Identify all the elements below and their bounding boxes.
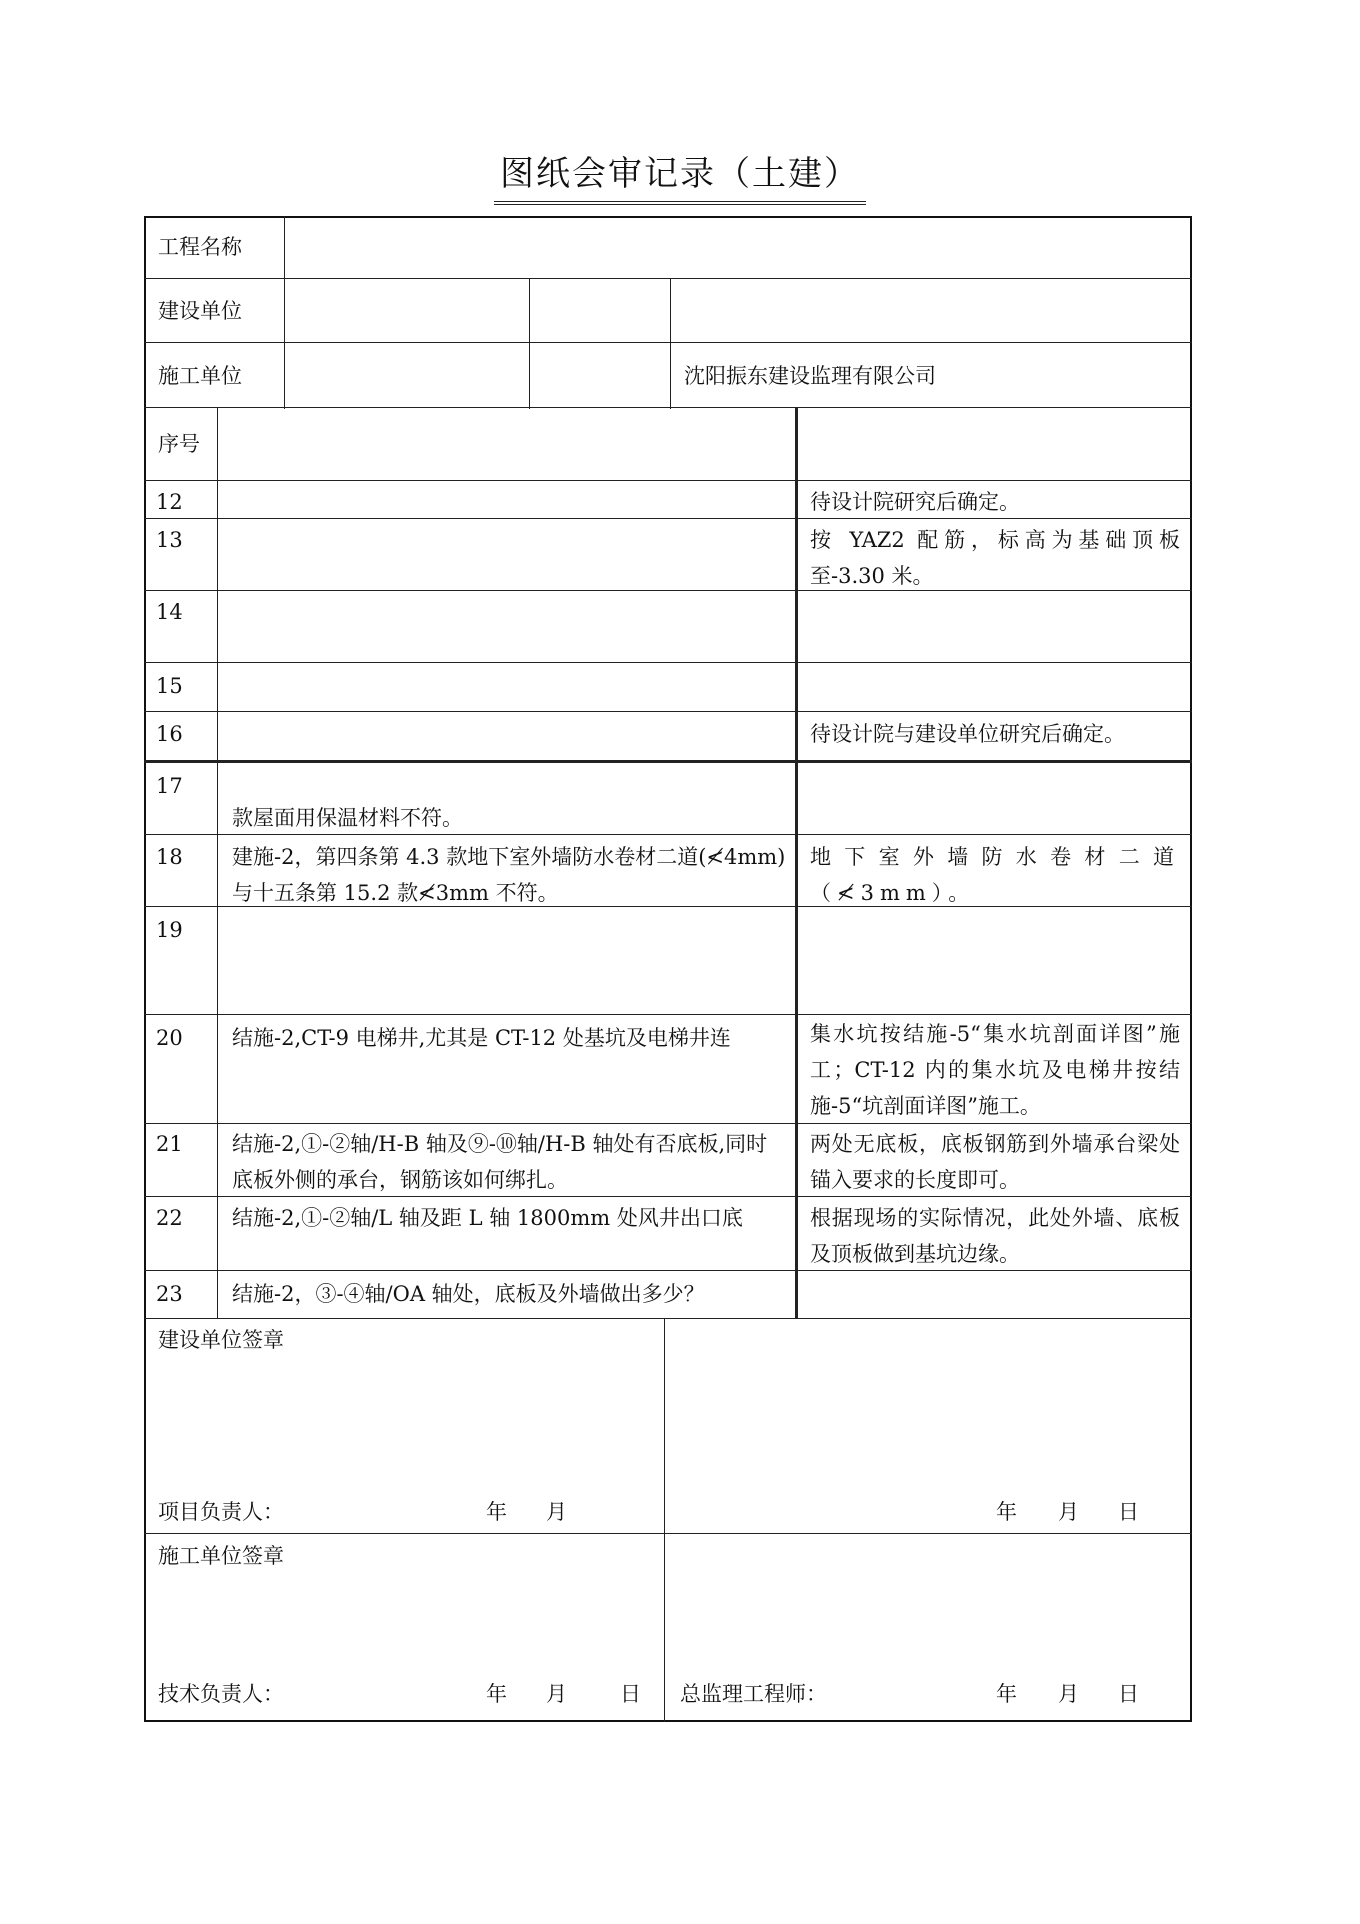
row-answer: 根据现场的实际情况，此处外墙、底板及顶板做到基坑边缘。: [810, 1206, 1180, 1266]
row-question: 款屋面用保温材料不符。: [232, 806, 463, 830]
row-number: 19: [156, 918, 183, 942]
row-answer: 待设计院与建设单位研究后确定。: [810, 722, 1125, 746]
row-divider: [144, 1533, 1192, 1534]
col-divider: [529, 278, 530, 409]
row-question: 结施-2,①-②轴/L 轴及距 L 轴 1800mm 处风井出口底: [232, 1206, 743, 1230]
row-divider: [144, 407, 1192, 408]
supervisor-day: 日: [1118, 1500, 1139, 1524]
row-answer: 待设计院研究后确定。: [810, 490, 1020, 514]
contractor-day: 日: [620, 1682, 641, 1706]
col-divider: [217, 407, 218, 1318]
row-number: 21: [156, 1132, 183, 1156]
chief-day: 日: [1118, 1682, 1139, 1706]
row-divider: [144, 711, 1192, 712]
col-divider: [664, 1318, 665, 1722]
contractor-year: 年: [486, 1682, 507, 1706]
row-divider: [144, 662, 1192, 663]
row-divider: [144, 278, 1192, 279]
row-answer: 两处无底板，底板钢筋到外墙承台梁处锚入要求的长度即可。: [810, 1132, 1180, 1192]
row-number: 12: [156, 490, 183, 514]
page-title: [0, 146, 1360, 205]
row-number: 14: [156, 600, 183, 624]
project-leader-label: 项目负责人：: [158, 1500, 284, 1524]
owner-year: 年: [486, 1500, 507, 1524]
row-number: 18: [156, 845, 183, 869]
owner-label: 建设单位: [158, 299, 242, 323]
project-name-label: 工程名称: [158, 235, 242, 259]
row-divider: [144, 1318, 1192, 1319]
contractor-label: 施工单位: [158, 364, 242, 388]
seq-label: 序号: [158, 432, 200, 456]
owner-seal-label: 建设单位签章: [158, 1328, 284, 1352]
row-answer: 集水坑按结施-5“集水坑剖面详图”施工；CT-12 内的集水坑及电梯井按结施-5“坑剖面详图”施工。: [810, 1022, 1180, 1118]
row-divider: [144, 480, 1192, 481]
row-divider: [144, 342, 1192, 343]
row-answer: 按 YAZ2 配筋，标高为基础顶板至-3.30 米。: [810, 528, 1180, 588]
row-number: 22: [156, 1206, 183, 1230]
contractor-month: 月: [546, 1682, 567, 1706]
supervisor-month: 月: [1058, 1500, 1079, 1524]
row-number: 23: [156, 1282, 183, 1306]
row-divider: [144, 1014, 1192, 1015]
review-table: [144, 216, 1192, 1722]
row-question: 建施-2，第四条第 4.3 款地下室外墙防水卷材二道(≮4mm)与十五条第 15.2 款≮3mm 不符。: [232, 845, 786, 905]
page-title-text: 图纸会审记录（土建）: [494, 146, 866, 205]
row-number: 16: [156, 722, 183, 746]
row-question: 结施-2,CT-9 电梯井,尤其是 CT-12 处基坑及电梯井连: [232, 1026, 731, 1050]
tech-leader-label: 技术负责人：: [158, 1682, 284, 1706]
chief-supervisor-label: 总监理工程师：: [680, 1682, 827, 1706]
row-divider: [144, 760, 1192, 763]
row-answer: 地下室外墙防水卷材二道（≮3mm）。: [810, 845, 1180, 905]
row-number: 20: [156, 1026, 183, 1050]
row-number: 17: [156, 774, 183, 798]
row-question: 结施-2,①-②轴/H-B 轴及⑨-⑩轴/H-B 轴处有否底板,同时底板外侧的承台，钢筋该如何绑扎。: [232, 1132, 768, 1192]
col-divider: [670, 278, 671, 409]
supervisor-year: 年: [996, 1500, 1017, 1524]
supervisor-value: 沈阳振东建设监理有限公司: [684, 364, 936, 388]
chief-year: 年: [996, 1682, 1017, 1706]
owner-month: 月: [546, 1500, 567, 1524]
contractor-seal-label: 施工单位签章: [158, 1544, 284, 1568]
col-divider: [795, 407, 798, 1318]
row-question: 结施-2，③-④轴/OA 轴处，底板及外墙做出多少？: [232, 1282, 705, 1306]
row-number: 15: [156, 674, 183, 698]
chief-month: 月: [1058, 1682, 1079, 1706]
col-divider: [284, 216, 285, 409]
row-number: 13: [156, 528, 183, 552]
